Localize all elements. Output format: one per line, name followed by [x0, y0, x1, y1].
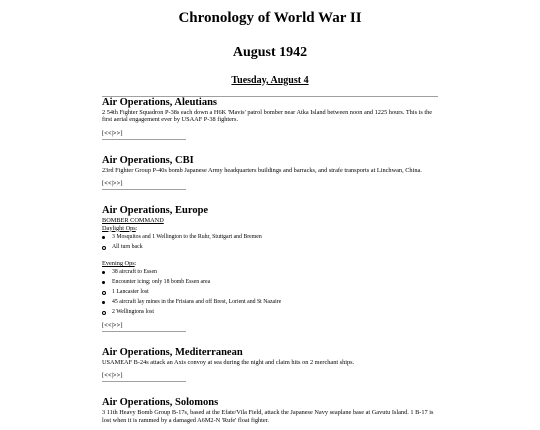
- section-cbi: [102, 155, 438, 190]
- nav-bracket-open: [: [102, 129, 105, 137]
- nav-bracket-close: ]: [120, 180, 123, 188]
- section-title: Air Operations, CBI: [102, 154, 194, 166]
- section-text: USAMEAF B-24s attack an Axis convoy at sea during the night and claim hits on 2 merchant ships.: [102, 358, 355, 366]
- section-text: 23rd Fighter Group P-40s bomb Japanese Army headquarters buildings and barracks, and strafe transports at Linchwan, China.: [102, 166, 422, 174]
- daylight-ops-heading: [102, 225, 438, 232]
- section-title: Air Operations, Aleutians: [102, 97, 218, 108]
- list-item: 3 Mosquitos and 1 Wellington to the Ruhr, Stuttgart and Bremen: [102, 234, 438, 240]
- section-solomons: [102, 397, 438, 424]
- nav-next-link[interactable]: >>: [112, 129, 121, 137]
- section-divider: [102, 189, 186, 190]
- nav-prev-link[interactable]: <<: [104, 372, 112, 380]
- section-europe: [102, 205, 438, 332]
- section-divider: [102, 139, 186, 140]
- section-divider: [102, 381, 186, 382]
- nav-bracket-close: ]: [120, 321, 123, 329]
- section-title: Air Operations, Mediterranean: [102, 346, 243, 358]
- daylight-ops-label: Daylight Ops: [102, 224, 136, 232]
- month-heading: August 1942: [232, 45, 308, 60]
- nav-separator: |: [111, 180, 113, 188]
- list-item: 38 aircraft to Essen: [102, 269, 438, 275]
- section-text: 3 11th Heavy Bomb Group B-17s, based at the Efate/Vila Field, attack the Japanese Navy seaplane base at Gavutu Island. 1 B-17 is lost when it is rammed by a damaged A6M2-N 'Rufe' float fighter.: [102, 409, 434, 424]
- nav-prev-link[interactable]: <<: [104, 129, 112, 137]
- page-header: [0, 9, 540, 87]
- section-nav: [102, 372, 438, 380]
- evening-ops-label: Evening Ops: [102, 260, 135, 268]
- list-item: All turn back: [102, 244, 438, 250]
- section-text: 2 54th Fighter Squadron P-38s each down a H6K 'Mavis' patrol bomber near Atka Island between noon and 1225 hours. This is the first aerial engagement ever by USAAF P-38 fighters.: [102, 109, 433, 124]
- section-mediterranean: [102, 347, 438, 382]
- list-item: 1 Lancaster lost: [102, 289, 438, 295]
- list-item: 45 aircraft lay mines in the Frisians and off Brest, Lorient and St Nazaire: [102, 299, 438, 305]
- evening-ops-colon: :: [134, 260, 137, 268]
- nav-bracket-close: ]: [120, 129, 123, 137]
- section-title: Air Operations, Solomons: [102, 397, 219, 409]
- page: [0, 9, 540, 424]
- section-nav: [102, 130, 438, 138]
- list-item: Encounter icing; only 18 bomb Essen area: [102, 279, 438, 285]
- nav-bracket-open: [: [102, 372, 105, 380]
- nav-prev-link[interactable]: <<: [104, 321, 112, 329]
- nav-bracket-open: [: [102, 180, 105, 188]
- nav-next-link[interactable]: >>: [112, 180, 121, 188]
- nav-bracket-close: ]: [120, 372, 123, 380]
- command-heading: BOMBER COMMAND: [102, 217, 164, 225]
- nav-next-link[interactable]: >>: [112, 321, 121, 329]
- daylight-ops-colon: :: [135, 224, 138, 232]
- section-aleutians: [102, 97, 438, 140]
- day-heading: Tuesday, August 4: [231, 75, 309, 86]
- evening-ops-heading: [102, 260, 438, 267]
- section-divider: [102, 331, 186, 332]
- section-nav: [102, 322, 438, 330]
- nav-separator: |: [111, 372, 113, 380]
- section-nav: [102, 180, 438, 188]
- nav-separator: |: [111, 129, 113, 137]
- evening-ops-list: [102, 269, 438, 315]
- daylight-ops-list: [102, 234, 438, 250]
- nav-next-link[interactable]: >>: [112, 372, 121, 380]
- page-title: Chronology of World War II: [178, 10, 362, 26]
- section-title: Air Operations, Europe: [102, 205, 209, 217]
- chronology-content: [102, 97, 438, 430]
- nav-prev-link[interactable]: <<: [104, 180, 112, 188]
- nav-bracket-open: [: [102, 321, 105, 329]
- nav-separator: |: [111, 321, 113, 329]
- list-item: 2 Wellingtons lost: [102, 309, 438, 315]
